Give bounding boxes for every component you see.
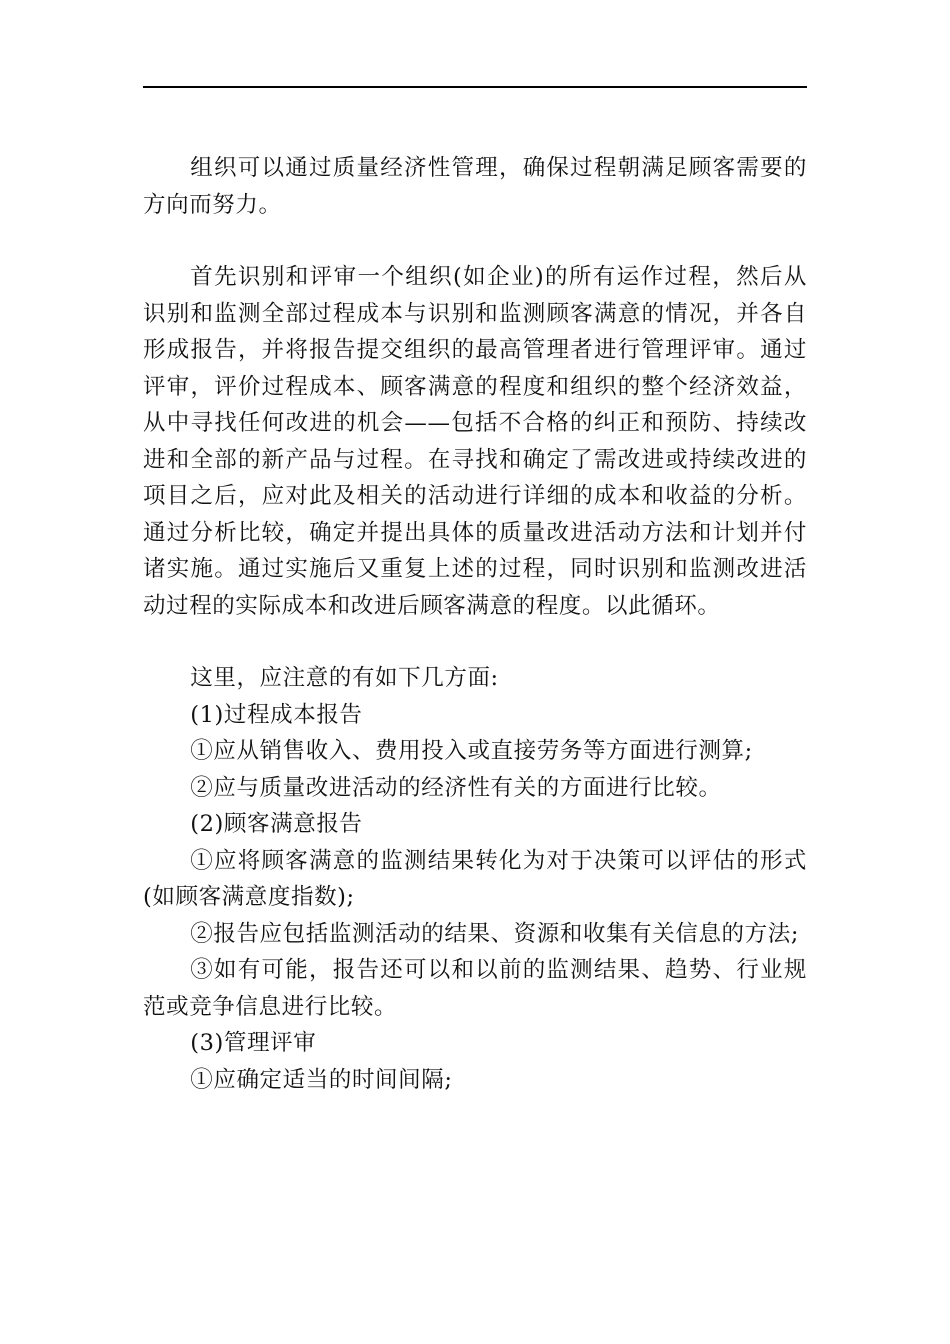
list-item: ②应与质量改进活动的经济性有关的方面进行比较。 <box>190 774 722 801</box>
paragraph-gap <box>143 624 807 660</box>
list-item: ①应从销售收入、费用投入或直接劳务等方面进行测算; <box>190 738 753 764</box>
list-item: ③如有可能，报告还可以和以前的监测结果、趋势、行业规范或竞争信息进行比较。 <box>143 957 807 1020</box>
body-text <box>143 150 807 1098</box>
list-item: ①应将顾客满意的监测结果转化为对于决策可以评估的形式(如顾客满意度指数); <box>143 847 807 910</box>
paragraph-gap <box>143 223 807 259</box>
paragraph-process: 首先识别和评审一个组织(如企业)的所有运作过程，然后从识别和监测全部过程成本与识别和监测顾客满意的情况，并各自形成报告，并将报告提交组织的最高管理者进行管理评审。通过评审，评价过程成本、顾客满意的程度和组织的整个经济效益，从中寻找任何改进的机会——包括不合格的纠正和预防、持续改进和全部的新产品与过程。在寻找和确定了需改进或持续改进的项目之后，应对此及相关的活动进行详细的成本和收益的分析。通过分析比较，确定并提出具体的质量改进活动方法和计划并付诸实施。通过实施后又重复上述的过程，同时识别和监测改进活动过程的实际成本和改进后顾客满意的程度。以此循环。 <box>143 264 807 619</box>
list-intro: 这里，应注意的有如下几方面: <box>190 665 499 691</box>
list-item: ②报告应包括监测活动的结果、资源和收集有关信息的方法; <box>190 920 800 947</box>
header-rule <box>143 86 807 88</box>
section-heading-2: (2)顾客满意报告 <box>190 811 363 837</box>
section-heading-1: (1)过程成本报告 <box>190 701 363 728</box>
paragraph-intro: 组织可以通过质量经济性管理，确保过程朝满足顾客需要的方向而努力。 <box>143 155 807 218</box>
list-item: ①应确定适当的时间间隔; <box>190 1066 453 1093</box>
section-heading-3: (3)管理评审 <box>190 1030 317 1056</box>
